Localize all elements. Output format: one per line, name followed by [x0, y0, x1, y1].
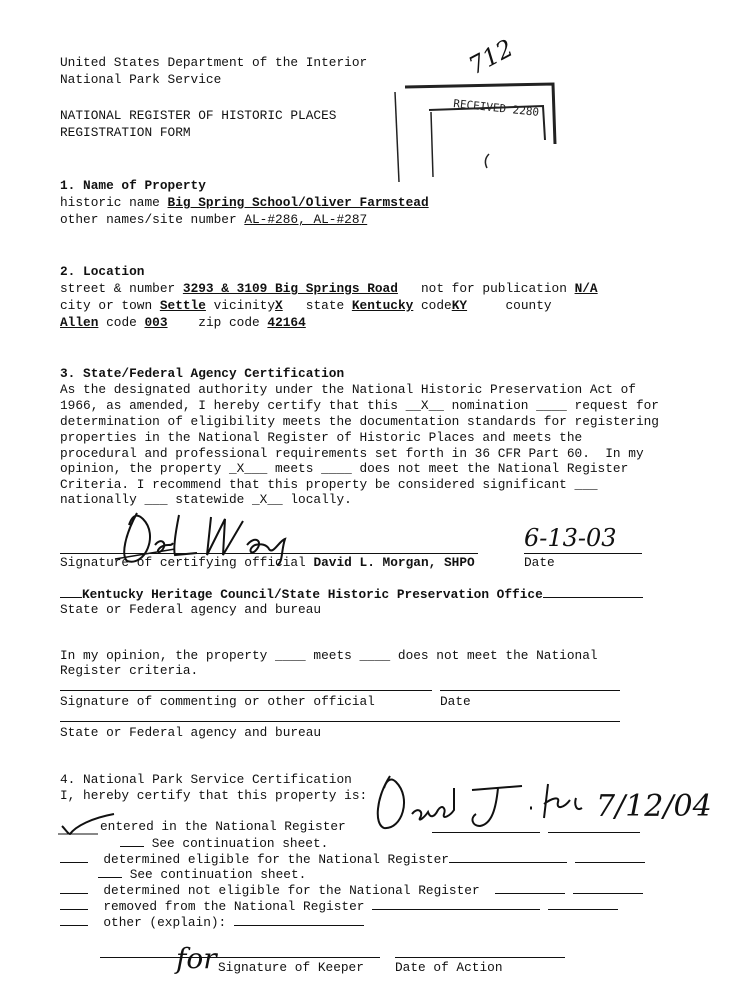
continuation-label: See continuation sheet. — [129, 867, 307, 882]
zip-value: 42164 — [267, 315, 306, 330]
removed-row — [60, 898, 618, 914]
nfp-label: not for publication — [420, 281, 567, 296]
county-code-label: code — [106, 315, 137, 330]
cert-line: determination of eligibility meets the documentation standards for registering — [60, 414, 659, 429]
cert-line: opinion, the property _X___ meets ____ does not meet the National Register — [60, 461, 629, 476]
city-value: Settle — [159, 298, 206, 313]
street-row — [60, 281, 598, 296]
nps-option-entered: entered in the National Register — [100, 819, 346, 834]
commenting-label: Signature of commenting or other official — [60, 694, 375, 709]
county-label: county — [505, 298, 552, 313]
commenting-date-label: Date — [440, 694, 471, 709]
not-eligible-label: determined not eligible for the National Register — [103, 883, 480, 898]
opinion-line: Register criteria. — [60, 663, 199, 678]
certifying-date-handwritten: 6-13-03 — [524, 524, 617, 552]
keeper-signature-line — [100, 957, 380, 958]
official-name: David L. Morgan, SHPO — [313, 555, 475, 570]
street-label: street & number — [60, 281, 176, 296]
city-label: city or town — [60, 298, 153, 313]
other-names-row — [60, 212, 367, 227]
stamp-text: RECEIVED 2280 — [452, 97, 540, 119]
historic-name-label: historic name — [60, 195, 160, 210]
entered-signature-line — [432, 832, 540, 833]
section2-heading: 2. Location — [60, 264, 145, 279]
agency-row — [60, 586, 643, 602]
certifying-sig-label: Signature of certifying official — [60, 555, 306, 570]
commenting-agency-label: State or Federal agency and bureau — [60, 725, 322, 740]
other-label: other (explain): — [103, 915, 227, 930]
other-names-label: other names/site number — [60, 212, 237, 227]
agency-value: Kentucky Heritage Council/State Historic Preservation Office — [82, 587, 543, 602]
nfp-value: N/A — [574, 281, 598, 296]
not-eligible-row — [60, 882, 643, 898]
removed-label: removed from the National Register — [103, 899, 365, 914]
eligible-label: determined eligible for the National Register — [103, 852, 449, 867]
continuation-row — [120, 835, 328, 851]
opinion-line: In my opinion, the property ____ meets ____ does not meet the National — [60, 648, 598, 663]
cert-line: nationally ___ statewide _X__ locally. — [60, 492, 352, 507]
for-handwritten: for — [176, 942, 217, 975]
received-stamp — [393, 82, 563, 192]
agency-bureau-label: State or Federal agency and bureau — [60, 602, 322, 617]
section4-intro: I, hereby certify that this property is: — [60, 788, 368, 803]
entered-date-line — [548, 832, 640, 833]
section3-heading: 3. State/Federal Agency Certification — [60, 366, 345, 381]
commenting-signature-line — [60, 690, 432, 691]
state-label: state — [305, 298, 345, 313]
other-row — [60, 914, 364, 930]
state-code-value: KY — [451, 298, 468, 313]
keeper-date-handwritten: 7/12/04 — [596, 789, 712, 824]
historic-name-value: Big Spring School/Oliver Farmstead — [167, 195, 429, 210]
certifying-date-line — [524, 553, 642, 554]
handwritten-number: 712 — [464, 33, 518, 81]
form-title: NATIONAL REGISTER OF HISTORIC PLACES — [60, 108, 337, 123]
historic-name-row — [60, 195, 429, 210]
continuation-label: See continuation sheet. — [151, 836, 329, 851]
county-row — [60, 315, 306, 330]
certifying-date-label: Date — [524, 555, 555, 570]
keeper-signature — [372, 768, 602, 838]
commenting-agency-line — [60, 721, 620, 722]
agency-name: United States Department of the Interior — [60, 55, 368, 70]
county-code-value: 003 — [144, 315, 168, 330]
action-date-label: Date of Action — [395, 960, 503, 975]
keeper-date-line — [395, 957, 565, 958]
eligible-row — [60, 851, 645, 867]
commenting-date-line — [440, 690, 620, 691]
cert-line: Criteria. I recommend that this property be considered significant ___ — [60, 477, 598, 492]
cert-line: properties in the National Register of Historic Places and meets the — [60, 430, 583, 445]
continuation-row — [98, 866, 306, 882]
county-value: Allen — [60, 315, 99, 330]
cert-line: 1966, as amended, I hereby certify that this __X__ nomination ____ request for — [60, 398, 659, 413]
vicinity-label: vicinity — [213, 298, 276, 313]
state-code-label: code — [421, 298, 452, 313]
other-names-value: AL-#286, AL-#287 — [244, 212, 368, 227]
certifying-signature-line — [60, 553, 478, 554]
zip-label: zip code — [198, 315, 260, 330]
cert-line: procedural and professional requirements set forth in 36 CFR Part 60. In my — [60, 446, 644, 461]
certifying-row — [60, 555, 475, 570]
street-value: 3293 & 3109 Big Springs Road — [182, 281, 398, 296]
service-name: National Park Service — [60, 72, 222, 87]
city-row — [60, 298, 552, 313]
cert-line: As the designated authority under the National Historic Preservation Act of — [60, 382, 636, 397]
form-subtitle: REGISTRATION FORM — [60, 125, 191, 140]
section1-heading: 1. Name of Property — [60, 178, 206, 193]
vicinity-value: X — [275, 298, 283, 313]
keeper-label: Signature of Keeper — [218, 960, 364, 975]
state-value: Kentucky — [351, 298, 414, 313]
section4-heading: 4. National Park Service Certification — [60, 772, 352, 787]
